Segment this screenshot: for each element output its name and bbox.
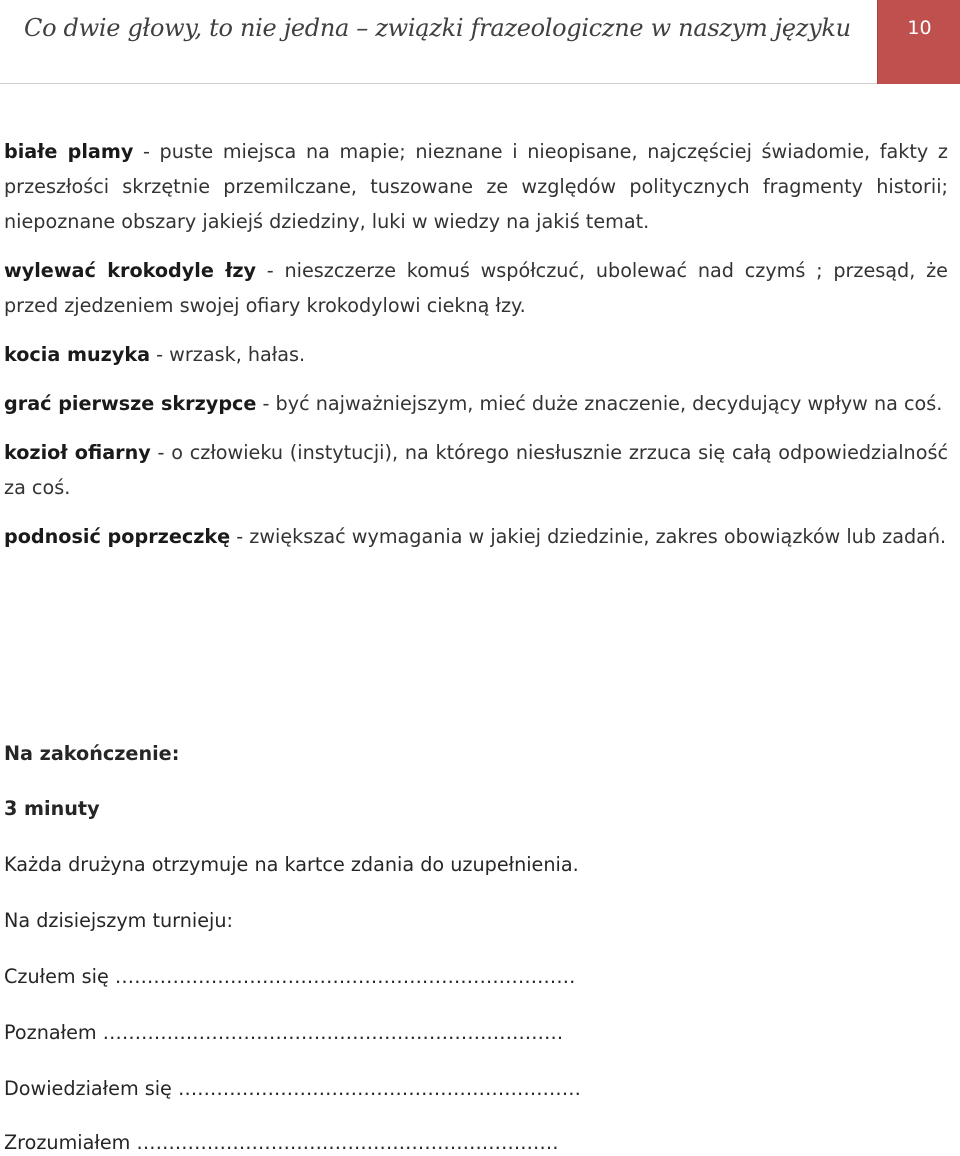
- entry-definition: - o człowieku (instytucji), na którego niesłusznie zrzuca się całą odpowiedzialność za coś.: [4, 441, 948, 499]
- phrase-list: [4, 134, 948, 568]
- entry-term: kozioł ofiarny: [4, 441, 151, 464]
- entry-biale-plamy: [4, 134, 948, 239]
- closing-heading: Na zakończenie:: [4, 742, 180, 765]
- prompt-czulem: Czułem się ………………………………………………………………: [4, 965, 576, 988]
- entry-krokodyle-lzy: [4, 253, 948, 323]
- entry-definition: - być najważniejszym, mieć duże znaczenie, decydujący wpływ na coś.: [256, 392, 943, 415]
- closing-time: 3 minuty: [4, 797, 100, 820]
- entry-term: wylewać krokodyle łzy: [4, 259, 257, 282]
- page-number: 10: [907, 17, 932, 39]
- entry-definition: - nieszczerze komuś współczuć, ubolewać nad czymś ; przesąd, że przed zjedzeniem swojej ofiary krokodylowi ciekną łzy.: [4, 259, 948, 317]
- entry-term: grać pierwsze skrzypce: [4, 392, 257, 415]
- header-divider: [0, 83, 877, 84]
- prompt-dowiedzialem: Dowiedziałem się ………………………………………………………: [4, 1077, 581, 1100]
- prompt-zrozumialem: Zrozumiałem …………………………………………………………: [4, 1131, 559, 1154]
- entry-definition: - wrzask, hałas.: [150, 343, 306, 366]
- entry-koziol-ofiarny: [4, 435, 948, 505]
- closing-instruction: Każda drużyna otrzymuje na kartce zdania do uzupełnienia.: [4, 853, 579, 876]
- page-header: [0, 0, 960, 84]
- entry-term: kocia muzyka: [4, 343, 151, 366]
- entry-definition: - zwiększać wymagania w jakiej dziedzinie, zakres obowiązków lub zadań.: [230, 525, 947, 548]
- entry-podnosic-poprzeczke: [4, 519, 948, 554]
- entry-definition: - puste miejsca na mapie; nieznane i nieopisane, najczęściej świadomie, fakty z przeszłości skrzętnie przemilczane, tuszowane ze względów politycznych fragmenty historii; niepoznane obszary jakiejś dziedziny, luki w wiedzy na jakiś temat.: [4, 140, 948, 233]
- entry-term: białe plamy: [4, 140, 134, 163]
- header-title: Co dwie głowy, to nie jedna – związki frazeologiczne w naszym języku: [24, 14, 851, 42]
- entry-kocia-muzyka: [4, 337, 948, 372]
- entry-pierwsze-skrzypce: [4, 386, 948, 421]
- page-number-box: [877, 0, 960, 84]
- prompt-poznalem: Poznałem ………………………………………………………………: [4, 1021, 564, 1044]
- entry-term: podnosić poprzeczkę: [4, 525, 231, 548]
- closing-intro: Na dzisiejszym turnieju:: [4, 909, 233, 932]
